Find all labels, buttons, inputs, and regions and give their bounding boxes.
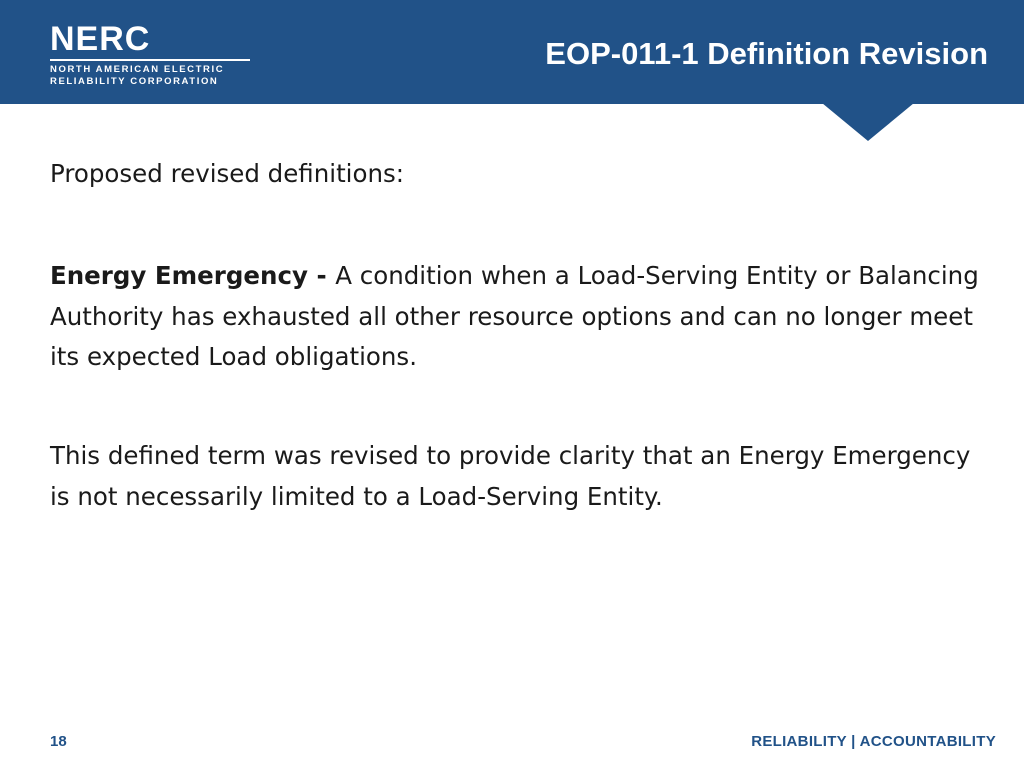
- header-bar: [0, 0, 1024, 104]
- definition-paragraph: [50, 256, 980, 378]
- header-notch: [822, 103, 914, 141]
- logo-subtitle-line1: NORTH AMERICAN ELECTRIC: [50, 64, 225, 75]
- nerc-logo: [50, 22, 270, 88]
- page-number: 18: [50, 733, 67, 750]
- slide-title: EOP-011-1 Definition Revision: [545, 36, 988, 71]
- logo-subtitle-line2: RELIABILITY CORPORATION: [50, 76, 219, 87]
- logo-rule: [50, 59, 250, 61]
- footer-tagline: RELIABILITY | ACCOUNTABILITY: [751, 733, 996, 750]
- definition-term: Energy Emergency -: [50, 261, 336, 290]
- note-paragraph: This defined term was revised to provide clarity that an Energy Emergency is not necessarily limited to a Load-Serving Entity.: [50, 441, 971, 511]
- logo-wordmark: NERC: [50, 20, 151, 58]
- definition-text: A condition when a Load-Serving Entity or Balancing Authority has exhausted all other resource options and can no longer meet its expected Load obligations.: [50, 261, 979, 371]
- intro-text: Proposed revised definitions:: [50, 159, 405, 188]
